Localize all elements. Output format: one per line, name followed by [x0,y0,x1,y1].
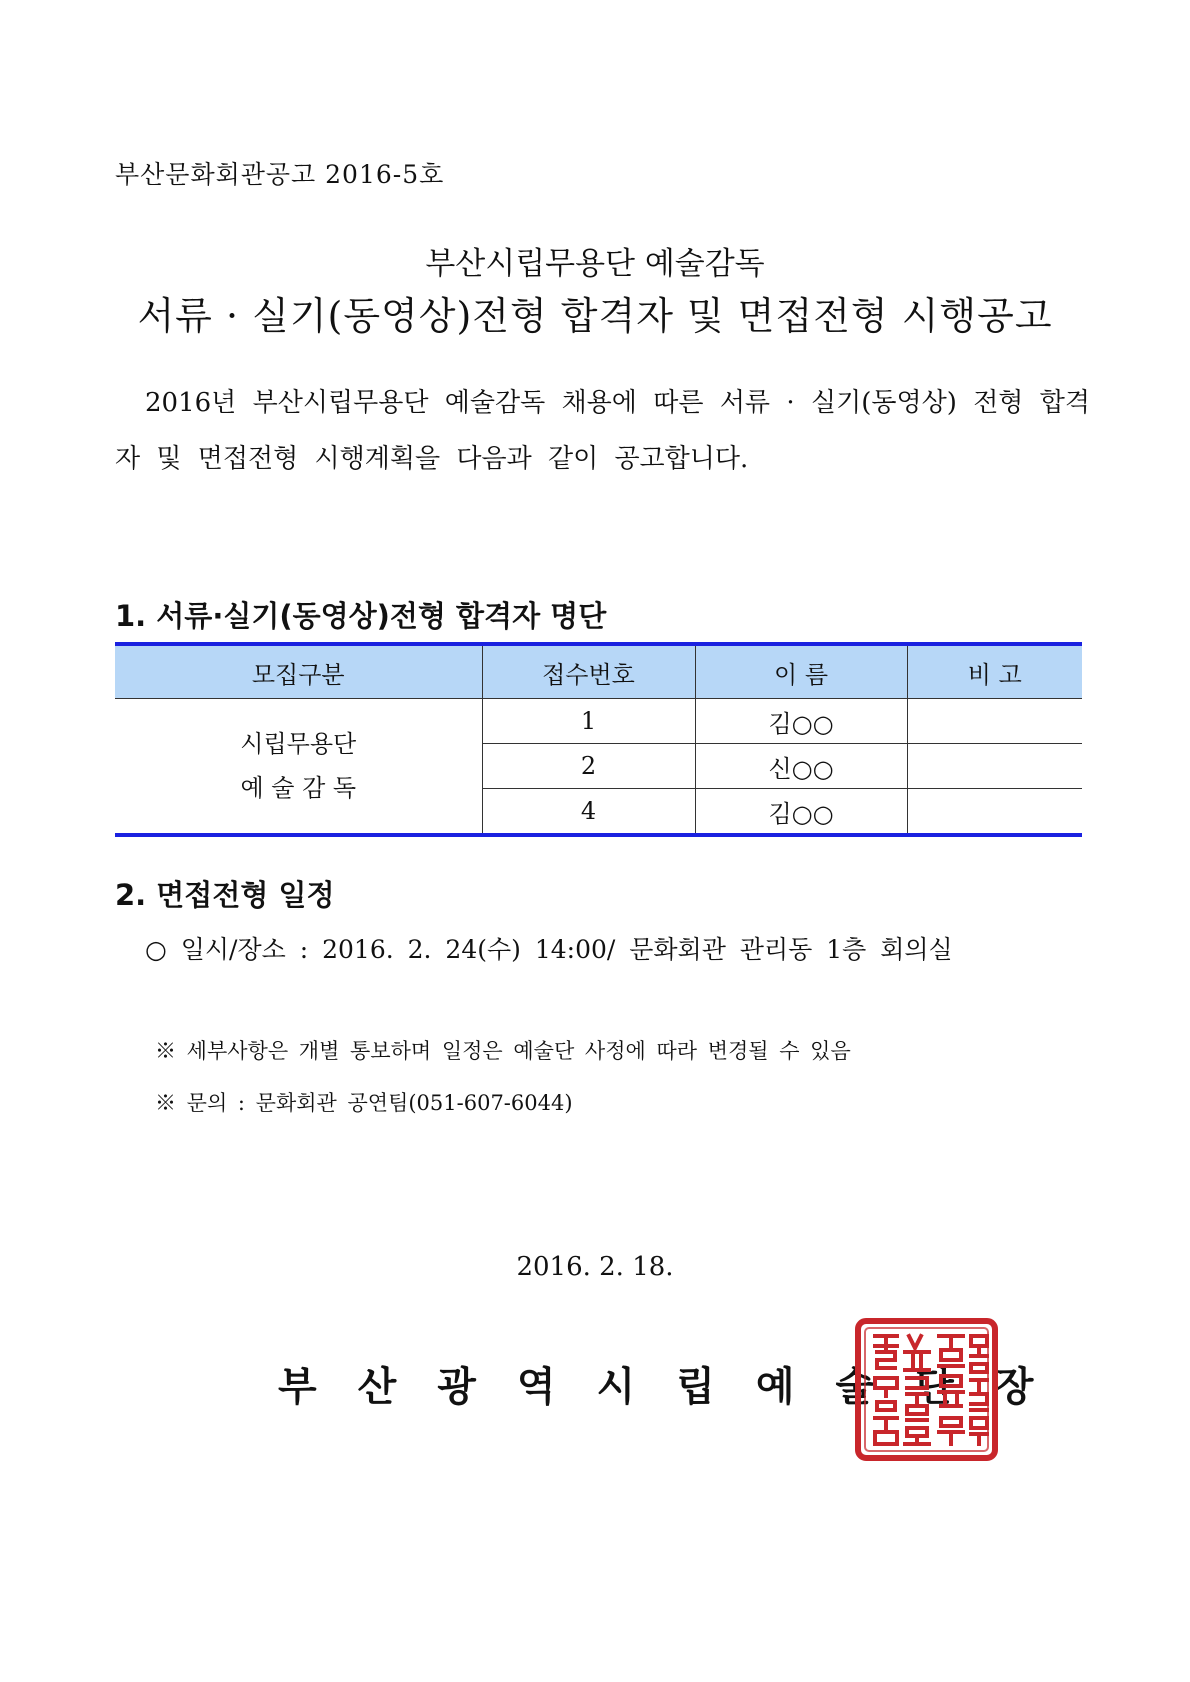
name-cell: 김○○ [695,699,907,744]
name-cell: 신○○ [695,744,907,789]
column-header-category: 모집구분 [115,644,482,699]
announcement-title: 서류 · 실기(동영상)전형 합격자 및 면접전형 시행공고 [137,294,1053,338]
issuer-name: 부산광역시립예술단장 [278,1363,1075,1410]
announcement-subtitle: 부산시립무용단 예술감독 [425,246,765,282]
announcement-date: 2016. 2. 18. [516,1252,674,1282]
name-cell: 김○○ [695,789,907,836]
section1-heading: 1. 서류·실기(동영상)전형 합격자 명단 [115,599,607,633]
column-header-remarks: 비 고 [907,644,1082,699]
remarks-cell [907,744,1082,789]
note-details: ※ 세부사항은 개별 통보하며 일정은 예술단 사정에 따라 변경될 수 있음 [155,1039,851,1063]
category-cell [115,699,482,836]
receipt-number-cell: 1 [482,699,695,744]
result-table [115,642,1082,837]
interview-schedule: ○ 일시/장소 : 2016. 2. 24(수) 14:00/ 문화회관 관리동 1층 회의실 [145,935,953,964]
receipt-number-cell: 2 [482,744,695,789]
table-row [115,699,1082,744]
category-line2: 예 술 감 독 [240,774,357,802]
column-header-name: 이 름 [695,644,907,699]
official-seal-stamp [855,1318,998,1461]
remarks-cell [907,789,1082,836]
intro-paragraph: 2016년 부산시립무용단 예술감독 채용에 따른 서류 · 실기(동영상) 전형 합격자 및 면접전형 시행계획을 다음과 같이 공고합니다. [115,388,1090,474]
note-contact: ※ 문의 : 문화회관 공연팀(051-607-6044) [155,1091,573,1115]
receipt-number-cell: 4 [482,789,695,836]
table-header-row [115,644,1082,699]
column-header-receipt-number: 접수번호 [482,644,695,699]
section2-heading: 2. 면접전형 일정 [115,878,335,912]
remarks-cell [907,699,1082,744]
document-number: 부산문화회관공고 2016-5호 [115,160,445,189]
category-line1: 시립무용단 [240,730,357,758]
